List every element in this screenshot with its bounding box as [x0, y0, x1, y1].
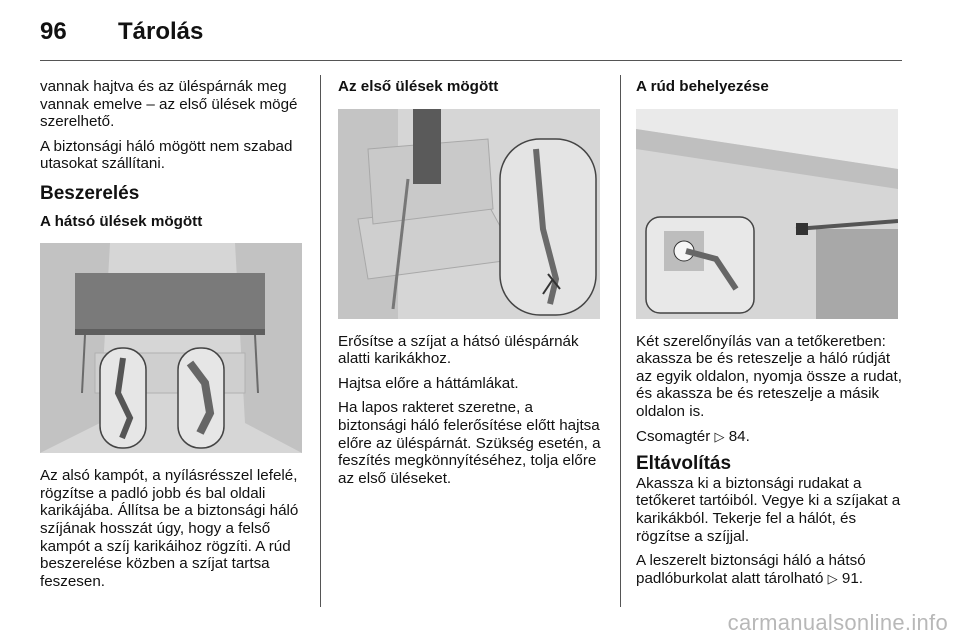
column-1 [40, 78, 306, 597]
watermark: carmanualsonline.info [727, 610, 948, 635]
subheading-behind-rear-seats: A hátsó ülések mögött [40, 212, 203, 230]
column-divider-1 [320, 75, 321, 607]
arrow-ref-icon: ▷ [714, 428, 725, 444]
paragraph: Két szerelőnyílás van a tetőkeretben: akassza be és reteszelje a háló rúdját az egyik oldalon, nyomja össze a rudat, és akassza be és reteszelje a másik oldalon is. [636, 332, 902, 420]
page-reference-link[interactable]: 84. [728, 427, 750, 445]
column-2 [338, 78, 604, 494]
page-number: 96 [40, 18, 67, 45]
arrow-ref-icon: ▷ [827, 570, 838, 586]
section-heading-installation: Beszerelés [40, 182, 140, 204]
paragraph: Az alsó kampót, a nyílásrésszel lefelé, rögzítse a padló jobb és bal oldali karikájába. Állítsa be a biztonsági háló szíjának hosszát úgy, hogy a felső kampót a szíj karikáihoz rögzíti. A rúd beszerelése közben a szíjat tartsa feszesen. [40, 467, 299, 590]
column-divider-2 [620, 75, 621, 607]
page-reference-link[interactable]: 91. [841, 569, 864, 587]
paragraph: Ha lapos rakteret szeretne, a biztonsági háló felerősítése előtt hajtsa előre az üléspárnát. Szükség esetén, a feszítés megkönnyítéséhez, tolja előre az első üléseket. [338, 399, 601, 487]
paragraph: Erősítse a szíjat a hátsó üléspárnák alatti karikákhoz. [338, 332, 579, 368]
column-3 [636, 78, 902, 594]
paragraph-reference [636, 552, 902, 587]
paragraph: Hajtsa előre a háttámlákat. [338, 374, 519, 392]
paragraph-reference [636, 428, 902, 446]
subheading-inserting-rod: A rúd behelyezése [636, 78, 769, 95]
paragraph: Akassza ki a biztonsági rudakat a tetőkeret tartóiból. Vegye ki a szíjakat a karikákból. Tekerje fel a hálót, és rögzítse a szíjjal. [636, 474, 901, 545]
illustration-rear-seats [40, 243, 302, 453]
illustration-rod-insertion [636, 109, 898, 319]
paragraph: vannak hajtva és az üléspárnák meg vannak emelve – az első ülések mögé szerelhető. [40, 78, 298, 131]
illustration-front-seats [338, 109, 600, 319]
reference-text: Csomagtér [636, 427, 715, 445]
paragraph: A biztonsági háló mögött nem szabad utasokat szállítani. [40, 137, 293, 173]
header-rule [40, 60, 902, 61]
page-title: Tárolás [118, 18, 204, 45]
section-heading-removal: Eltávolítás [636, 453, 732, 475]
subheading-behind-front-seats: Az első ülések mögött [338, 78, 499, 95]
reference-text: A leszerelt biztonsági háló a hátsó padlóburkolat alatt tárolható [636, 552, 866, 587]
